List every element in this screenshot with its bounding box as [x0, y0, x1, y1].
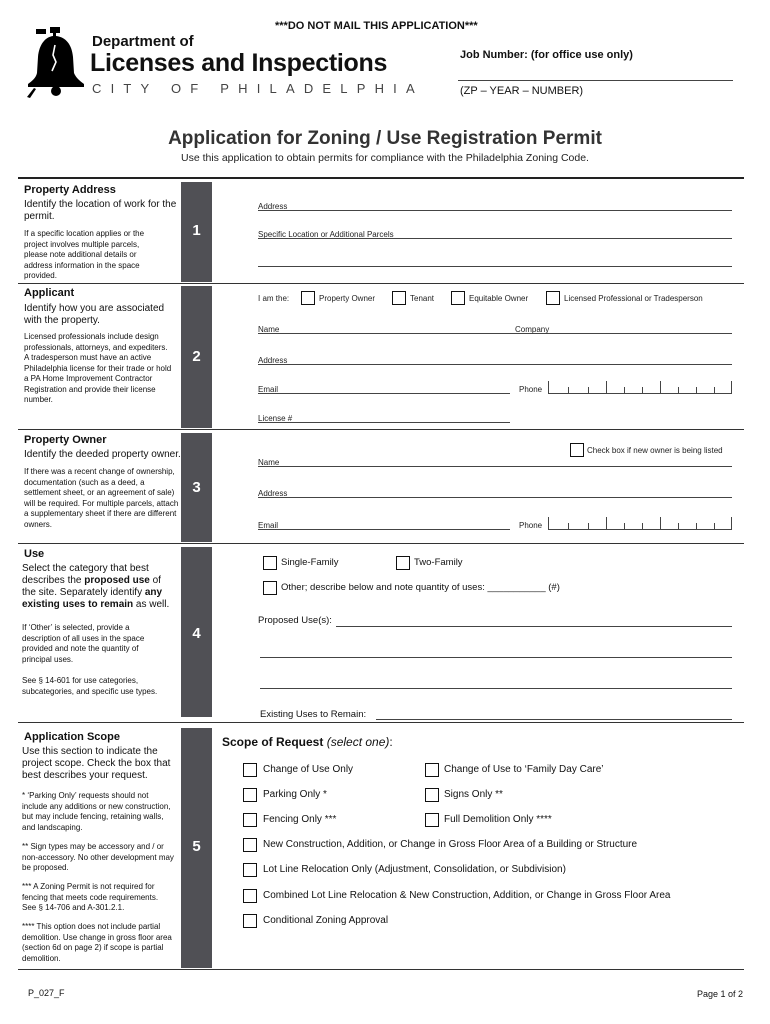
licensed-professional-checkbox[interactable]: [546, 291, 560, 305]
scope-lot-line-label: Lot Line Relocation Only (Adjustment, Consolidation, or Subdivision): [263, 864, 566, 875]
phone-tick: [660, 381, 661, 393]
section-4-desc: Select the category that best describes the proposed use of the site. Separately identify any existing uses to remain as well.: [22, 563, 170, 610]
phone-tick: [606, 517, 607, 529]
phone-tick: [642, 523, 643, 529]
new-owner-label: Check box if new owner is being listed: [587, 446, 723, 455]
owner-address-label: Address: [258, 489, 288, 498]
applicant-name-field[interactable]: [258, 333, 732, 334]
phone-tick: [642, 387, 643, 393]
scope-lot-line-checkbox[interactable]: [243, 863, 257, 877]
other-use-label: Other; describe below and note quantity of uses: ___________ (#): [281, 582, 560, 593]
applicant-name-label: Name: [258, 325, 280, 334]
single-family-label: Single-Family: [281, 557, 339, 568]
section-divider: [18, 543, 744, 544]
owner-address-field[interactable]: [258, 497, 732, 498]
page-subtitle: Use this application to obtain permits for compliance with the Philadelphia Zoning Code.: [181, 152, 589, 164]
proposed-uses-field-3[interactable]: [260, 688, 732, 689]
section-2-note: Licensed professionals include design professionals, attorneys, and expediters. A tradesperson must have an active Philadelphia license for their trade or hold a PA Home Improvement Contractor Registration and provide their license number.: [24, 332, 172, 404]
applicant-email-label: Email: [258, 385, 279, 394]
phone-tick: [568, 523, 569, 529]
section-3-note: If there was a recent change of ownership, documentation (such as a deed, a settlement sheet, or an agreement of sale) will be required. For multiple parcels, attach a supplementary sheet if there are different owners.: [24, 467, 179, 529]
section-1-desc: Identify the location of work for the permit.: [24, 199, 177, 222]
scope-parking-only-label: Parking Only *: [263, 789, 327, 800]
tenant-label: Tenant: [410, 294, 435, 303]
scope-signs-only-checkbox[interactable]: [425, 788, 439, 802]
applicant-phone-label: Phone: [519, 385, 543, 394]
phone-tick: [624, 523, 625, 529]
owner-email-label: Email: [258, 521, 279, 530]
job-number-field[interactable]: [458, 80, 733, 81]
form-code: P_027_F: [28, 988, 65, 998]
phone-tick: [624, 387, 625, 393]
scope-full-demolition-label: Full Demolition Only ****: [444, 814, 552, 825]
tenant-checkbox[interactable]: [392, 291, 406, 305]
page-number: Page 1 of 2: [697, 989, 744, 999]
property-owner-label: Property Owner: [319, 294, 376, 303]
section-3-desc: Identify the deeded property owner.: [24, 449, 181, 460]
owner-phone-label: Phone: [519, 521, 543, 530]
owner-phone-field[interactable]: [548, 529, 732, 530]
equitable-owner-checkbox[interactable]: [451, 291, 465, 305]
phone-tick: [678, 523, 679, 529]
section-3-bar: 3: [181, 433, 212, 542]
scope-change-of-use-label: Change of Use Only: [263, 764, 354, 775]
section-divider: [18, 722, 744, 723]
phone-tick: [606, 381, 607, 393]
single-family-checkbox[interactable]: [263, 556, 277, 570]
applicant-address-field[interactable]: [258, 364, 732, 365]
scope-conditional-zoning-label: Conditional Zoning Approval: [263, 915, 389, 926]
section-4-note-categories: See § 14-601 for use categories, subcategories, and specific use types.: [22, 676, 158, 696]
scope-new-construction-label: New Construction, Addition, or Change in Gross Floor Area of a Building or Structure: [263, 839, 638, 850]
address-field[interactable]: [258, 210, 732, 211]
property-owner-checkbox[interactable]: [301, 291, 315, 305]
phone-tick: [731, 381, 732, 393]
other-use-checkbox[interactable]: [263, 581, 277, 595]
title-divider: [18, 177, 744, 179]
two-family-label: Two-Family: [414, 557, 463, 568]
section-3-heading: Property Owner: [24, 434, 107, 446]
section-divider: [18, 283, 744, 284]
scope-of-request-heading: Scope of Request (select one):: [222, 735, 393, 749]
phone-tick: [678, 387, 679, 393]
section-4-note-other: If ‘Other’ is selected, provide a description of all uses in the space provided and note the quantity of principal uses.: [22, 623, 145, 664]
specific-location-field[interactable]: [258, 238, 732, 239]
liberty-bell-icon: [22, 25, 88, 100]
section-1-bar: 1: [181, 182, 212, 282]
scope-combined-lot-line-checkbox[interactable]: [243, 889, 257, 903]
scope-new-construction-checkbox[interactable]: [243, 838, 257, 852]
applicant-address-label: Address: [258, 356, 288, 365]
phone-tick: [731, 517, 732, 529]
license-number-label: License #: [258, 414, 293, 423]
existing-uses-label: Existing Uses to Remain:: [260, 709, 367, 720]
job-number-format: (ZP – YEAR – NUMBER): [460, 85, 584, 97]
address-label: Address: [258, 202, 288, 211]
scope-fencing-only-checkbox[interactable]: [243, 813, 257, 827]
phone-tick: [696, 387, 697, 393]
page-title: Application for Zoning / Use Registration Permit: [168, 128, 602, 149]
phone-tick: [714, 523, 715, 529]
section-5-note-fencing: *** A Zoning Permit is not required for fencing that meets code requirements. See § 14-706 and A-301.2.1.: [22, 882, 159, 912]
section-5-note-parking: * ‘Parking Only’ requests should not include any additions or new construction, but may include fencing, retaining walls, and landscaping.: [22, 791, 171, 832]
phone-tick: [548, 517, 549, 529]
specific-location-label: Specific Location or Additional Parcels: [258, 230, 394, 239]
scope-change-of-use-checkbox[interactable]: [243, 763, 257, 777]
phone-tick: [588, 523, 589, 529]
scope-combined-lot-line-label: Combined Lot Line Relocation & New Construction, Addition, or Change in Gross Floor Area: [263, 890, 671, 901]
licensed-professional-label: Licensed Professional or Tradesperson: [564, 294, 703, 303]
section-divider: [18, 429, 744, 430]
applicant-company-label: Company: [515, 325, 550, 334]
section-5-note-demolition: **** This option does not include partial demolition. Use change in gross floor area (section 6d on page 2) if scope is partial demolition.: [22, 922, 172, 963]
scope-signs-only-label: Signs Only **: [444, 789, 503, 800]
proposed-uses-field-2[interactable]: [260, 657, 732, 658]
section-5-heading: Application Scope: [24, 731, 120, 743]
scope-parking-only-checkbox[interactable]: [243, 788, 257, 802]
section-1-note: If a specific location applies or the project involves multiple parcels, please note additional details or address information in the space provided.: [24, 229, 145, 280]
scope-full-demolition-checkbox[interactable]: [425, 813, 439, 827]
specific-location-field-2[interactable]: [258, 266, 732, 267]
section-4-heading: Use: [24, 548, 45, 560]
scope-family-day-care-label: Change of Use to ‘Family Day Care’: [444, 764, 604, 775]
i-am-the-label: I am the:: [258, 294, 290, 303]
two-family-checkbox[interactable]: [396, 556, 410, 570]
applicant-email-field[interactable]: [258, 393, 510, 394]
job-number-label: Job Number: (for office use only): [460, 49, 633, 61]
phone-tick: [548, 381, 549, 393]
license-number-field[interactable]: [258, 422, 510, 423]
scope-family-day-care-checkbox[interactable]: [425, 763, 439, 777]
applicant-phone-field[interactable]: [548, 393, 732, 394]
department-name: Licenses and Inspections: [90, 49, 388, 77]
scope-fencing-only-label: Fencing Only ***: [263, 814, 337, 825]
owner-name-field[interactable]: [258, 466, 732, 467]
section-4-bar: 4: [181, 547, 212, 717]
owner-name-label: Name: [258, 458, 280, 467]
section-divider: [18, 969, 744, 970]
phone-tick: [660, 517, 661, 529]
city-label: CITY OF PHILADELPHIA: [92, 81, 424, 96]
section-2-desc: Identify how you are associated with the property.: [24, 303, 165, 326]
phone-tick: [696, 523, 697, 529]
phone-tick: [714, 387, 715, 393]
section-5-note-signs: ** Sign types may be accessory and / or non-accessory. No other development may be proposed.: [22, 842, 174, 872]
phone-tick: [588, 387, 589, 393]
phone-tick: [568, 387, 569, 393]
owner-email-field[interactable]: [258, 529, 510, 530]
scope-conditional-zoning-checkbox[interactable]: [243, 914, 257, 928]
new-owner-checkbox[interactable]: [570, 443, 584, 457]
section-2-bar: 2: [181, 286, 212, 428]
section-2-heading: Applicant: [24, 287, 75, 299]
section-1-heading: Property Address: [24, 184, 116, 196]
existing-uses-field[interactable]: [376, 719, 732, 720]
section-5-desc: Use this section to indicate the project scope. Check the box that best describes your request.: [22, 746, 171, 781]
equitable-owner-label: Equitable Owner: [469, 294, 529, 303]
department-label: Department of: [92, 33, 194, 50]
do-not-mail-notice: ***DO NOT MAIL THIS APPLICATION***: [275, 20, 478, 32]
proposed-uses-field[interactable]: [336, 626, 732, 627]
proposed-uses-label: Proposed Use(s):: [258, 615, 332, 626]
section-5-bar: 5: [181, 728, 212, 968]
